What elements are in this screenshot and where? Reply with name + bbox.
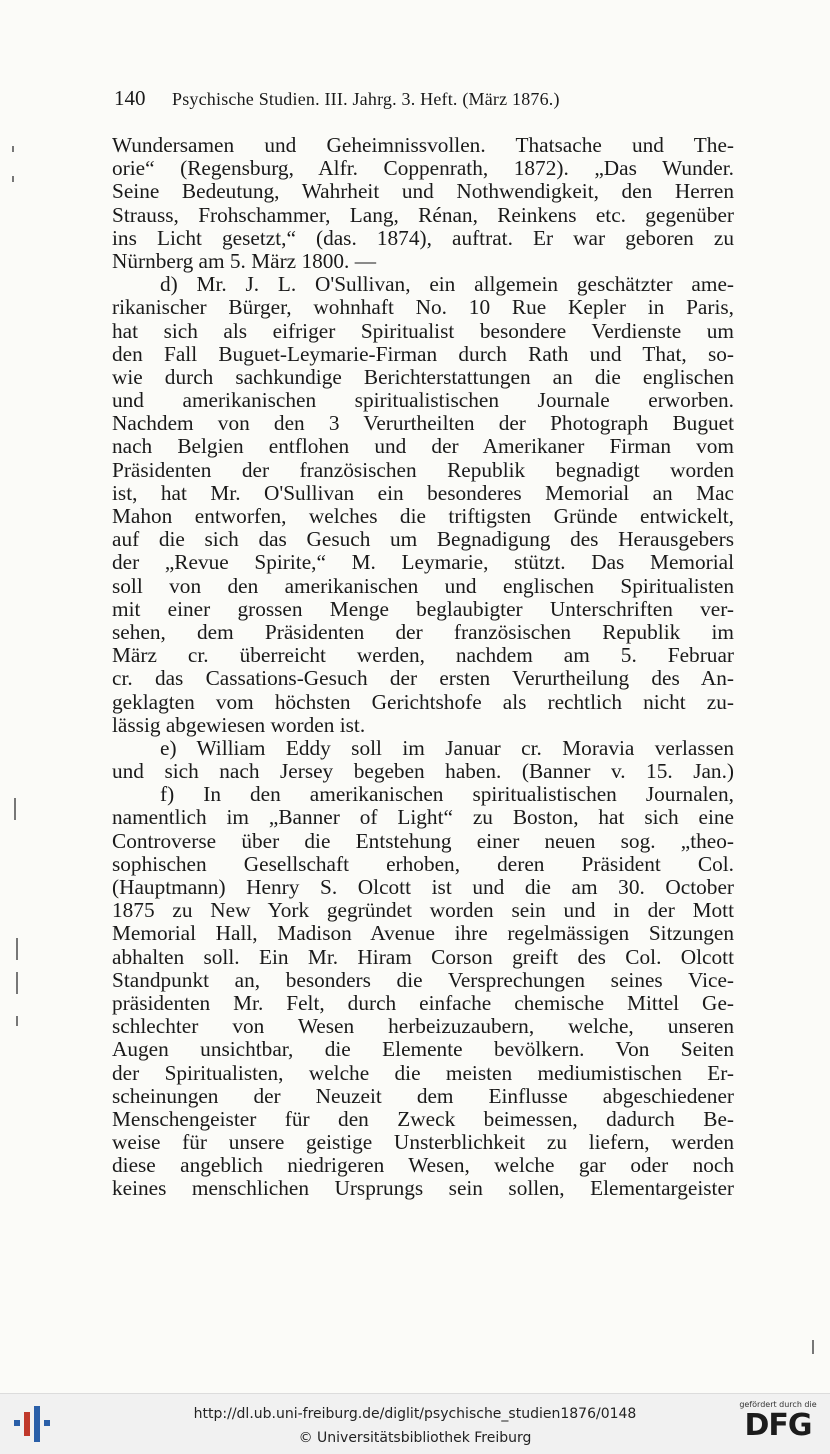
margin-mark <box>12 146 14 152</box>
text-line: lässig abgewiesen worden ist. <box>112 712 366 737</box>
text-line: rikanischer Bürger, wohnhaft No. 10 Rue Kepler in Paris, <box>112 295 734 320</box>
text-line: 1875 zu New York gegründet worden sein und in der Mott <box>112 898 734 923</box>
text-line: ins Licht gesetzt,“ (das. 1874), auftrat. Er war geboren zu <box>112 225 734 250</box>
text-line: soll von den amerikanischen und englischen Spiritualisten <box>112 573 734 598</box>
text-line: März cr. überreicht werden, nachdem am 5. Februar <box>112 643 734 668</box>
text-line: Memorial Hall, Madison Avenue ihre regelmässigen Sitzungen <box>112 921 734 946</box>
text-line: Strauss, Frohschammer, Lang, Rénan, Reinkens etc. gegenüber <box>112 202 734 227</box>
text-line: ist, hat Mr. O'Sullivan ein besonderes Memorial an Mac <box>112 480 734 505</box>
text-line: geklagten vom höchsten Gerichtshofe als rechtlich nicht zu- <box>112 689 734 714</box>
text-line: der Spiritualisten, welche die meisten mediumistischen Er- <box>112 1060 734 1085</box>
text-line: und sich nach Jersey begeben haben. (Banner v. 15. Jan.) <box>112 759 734 784</box>
body-text <box>112 134 734 1201</box>
text-line: hat sich als eifriger Spiritualist besondere Verdienste um <box>112 318 734 343</box>
viewer-footer <box>0 1393 830 1454</box>
text-line: weise für unsere geistige Unsterblichkeit zu liefern, werden <box>112 1130 734 1155</box>
running-head <box>114 86 734 111</box>
text-line: mit einer grossen Menge beglaubigter Unterschriften ver- <box>112 596 734 621</box>
text-line: Präsidenten der französischen Republik begnadigt worden <box>112 457 734 482</box>
margin-mark <box>14 798 16 820</box>
dfg-logo <box>736 1398 820 1450</box>
permalink-url[interactable]: http://dl.ub.uni-freiburg.de/diglit/psychische_studien1876/0148 <box>193 1406 637 1422</box>
text-line: nach Belgien entflohen und der Amerikaner Firman vom <box>112 434 734 459</box>
text-line: (Hauptmann) Henry S. Olcott ist und die am 30. October <box>112 875 734 899</box>
margin-mark <box>16 972 18 994</box>
text-line: Mahon entworfen, welches die triftigsten Gründe entwickelt, <box>112 504 734 528</box>
margin-mark <box>16 1016 18 1026</box>
text-line: Nürnberg am 5. März 1800. — <box>112 248 376 273</box>
text-line: Wundersamen und Geheimnissvollen. Thatsache und The- <box>112 133 734 157</box>
text-line: wie durch sachkundige Berichterstattungen an die englischen <box>112 364 734 389</box>
text-line: Augen unsichtbar, die Elemente bevölkern. Von Seiten <box>112 1037 734 1062</box>
dfg-funding-note: gefördert durch die <box>739 1400 817 1409</box>
text-line: scheinungen der Neuzeit dem Einflusse abgeschiedener <box>112 1083 734 1108</box>
copyright-notice: © Universitätsbibliothek Freiburg <box>298 1430 532 1446</box>
text-line: Menschengeister für den Zweck beimessen, dadurch Be- <box>112 1106 734 1131</box>
text-line: Seine Bedeutung, Wahrheit und Nothwendigkeit, den Herren <box>112 179 734 204</box>
margin-mark <box>812 1340 814 1354</box>
text-line: und amerikanischen spiritualistischen Journale erworben. <box>112 388 734 413</box>
text-line: e) William Eddy soll im Januar cr. Moravia verlassen <box>160 735 734 760</box>
text-line: f) In den amerikanischen spiritualistischen Journalen, <box>160 782 734 807</box>
text-line: Controverse über die Entstehung einer neuen sog. „theo- <box>112 828 734 853</box>
text-line: den Fall Buguet-Leymarie-Firman durch Rath und That, so- <box>112 341 734 366</box>
text-line: cr. das Cassations-Gesuch der ersten Verurtheilung des An- <box>112 666 734 691</box>
margin-mark <box>16 938 18 960</box>
margin-mark <box>12 176 14 182</box>
text-line: Standpunkt an, besonders die Versprechungen seines Vice- <box>112 967 734 992</box>
text-line: diese angeblich niedrigeren Wesen, welche gar oder noch <box>112 1153 734 1178</box>
text-line: präsidenten Mr. Felt, durch einfache chemische Mittel Ge- <box>112 990 734 1015</box>
text-line: orie“ (Regensburg, Alfr. Coppenrath, 1872). „Das Wunder. <box>112 156 734 181</box>
text-line: abhalten soll. Ein Mr. Hiram Corson greift des Col. Olcott <box>112 944 734 969</box>
text-line: der „Revue Spirite,“ M. Leymarie, stützt. Das Memorial <box>112 550 734 575</box>
text-line: auf die sich das Gesuch um Begnadigung des Herausgebers <box>112 527 734 552</box>
text-line: schlechter von Wesen herbeizuzaubern, welche, unseren <box>112 1014 734 1039</box>
dfg-wordmark: DFG <box>744 1408 812 1443</box>
text-line: sophischen Gesellschaft erhoben, deren Präsident Col. <box>112 851 734 876</box>
page-number: 140 <box>114 86 146 110</box>
text-line: keines menschlichen Ursprungs sein sollen, Elementargeister <box>112 1176 734 1201</box>
text-line: d) Mr. J. L. O'Sullivan, ein allgemein geschätzter ame- <box>160 272 734 297</box>
text-line: sehen, dem Präsidenten der französischen Republik im <box>112 619 734 644</box>
text-line: namentlich im „Banner of Light“ zu Boston, hat sich eine <box>112 805 734 830</box>
text-line: Nachdem von den 3 Verurtheilten der Photograph Buguet <box>112 411 734 436</box>
journal-title: Psychische Studien. III. Jahrg. 3. Heft. (März 1876.) <box>172 89 560 109</box>
